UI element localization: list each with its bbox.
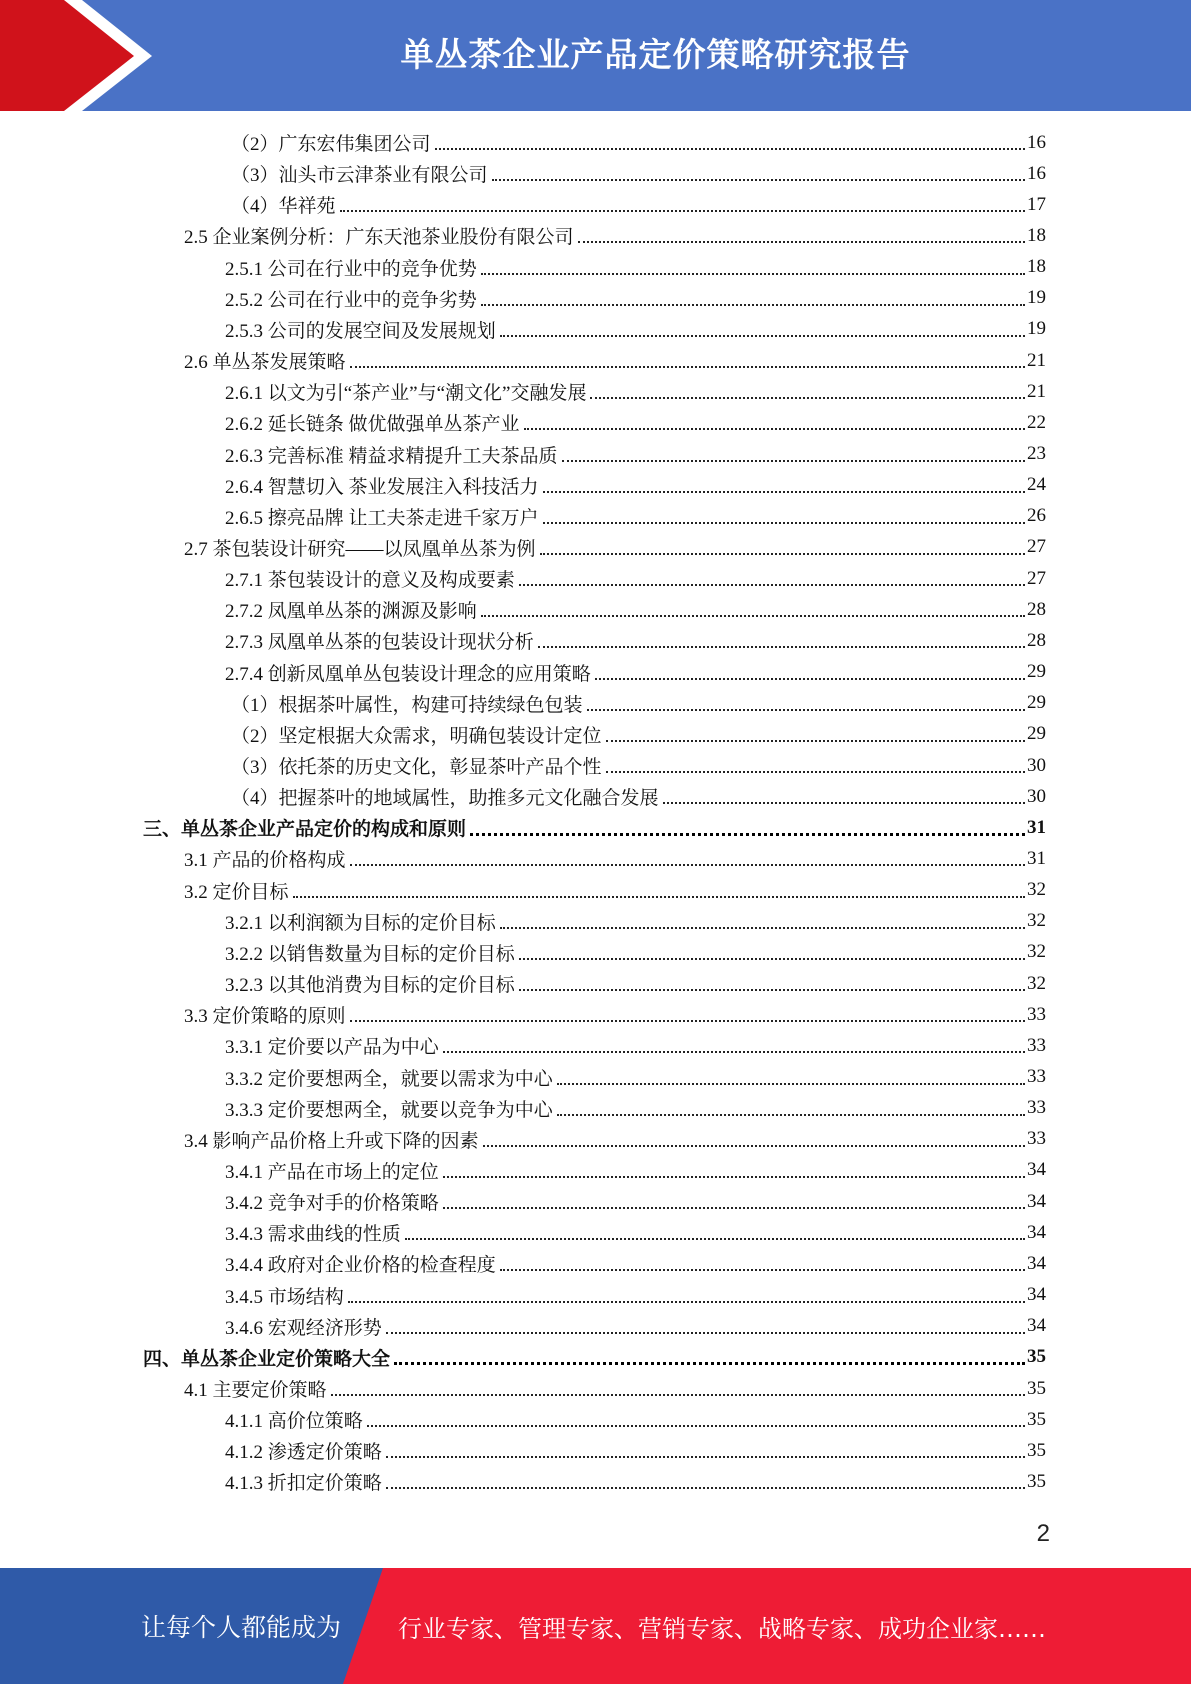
toc-entry[interactable] xyxy=(225,1280,1046,1311)
toc-entry-label: 3.3.3 定价要想两全，就要以竞争为中心 xyxy=(225,1099,553,1121)
toc-entry[interactable] xyxy=(225,625,1046,656)
toc-dot-leader xyxy=(348,1282,1025,1303)
toc-entry-page: 32 xyxy=(1027,941,1046,963)
toc-dot-leader xyxy=(543,503,1025,524)
toc-entry[interactable] xyxy=(225,1062,1046,1093)
toc-entry-page: 34 xyxy=(1027,1252,1046,1274)
toc-dot-leader xyxy=(492,160,1025,181)
toc-entry-label: 3.4.3 需求曲线的性质 xyxy=(225,1224,401,1246)
toc-entry-label: 四、单丛茶企业定价策略大全 xyxy=(143,1348,391,1370)
toc-entry-page: 30 xyxy=(1027,785,1046,807)
toc-dot-leader xyxy=(606,721,1025,742)
toc-entry-label: 2.7.3 凤凰单丛茶的包装设计现状分析 xyxy=(225,632,534,654)
toc-dot-leader xyxy=(435,129,1025,150)
toc-entry-label: 2.7.4 创新凤凰单丛包装设计理念的应用策略 xyxy=(225,663,591,685)
toc-entry-page: 34 xyxy=(1027,1284,1046,1306)
toc-dot-leader xyxy=(350,1001,1025,1022)
toc-entry[interactable] xyxy=(184,532,1046,563)
toc-dot-leader xyxy=(500,316,1025,337)
toc-entry-page: 34 xyxy=(1027,1159,1046,1181)
toc-dot-leader xyxy=(557,1064,1025,1085)
toc-entry-label: 3.2.1 以利润额为目标的定价目标 xyxy=(225,912,496,934)
toc-entry[interactable] xyxy=(225,657,1046,688)
toc-entry-page: 35 xyxy=(1027,1439,1046,1461)
toc-dot-leader xyxy=(386,1437,1025,1458)
toc-dot-leader xyxy=(443,1032,1025,1053)
toc-entry-page: 33 xyxy=(1027,1066,1046,1087)
toc-entry-label: 3.4.1 产品在市场上的定位 xyxy=(225,1161,439,1183)
toc-entry-page: 29 xyxy=(1027,661,1046,683)
toc-entry-page: 34 xyxy=(1027,1221,1046,1243)
toc-dot-leader xyxy=(500,908,1025,929)
toc-entry-page: 16 xyxy=(1027,131,1046,153)
toc-dot-leader xyxy=(367,1406,1025,1427)
toc-entry-label: 4.1.3 折扣定价策略 xyxy=(225,1473,382,1495)
toc-dot-leader xyxy=(443,1157,1025,1178)
toc-entry-label: 2.6 单丛茶发展策略 xyxy=(184,352,346,374)
toc-dot-leader xyxy=(443,1188,1025,1209)
toc-entry-page: 32 xyxy=(1027,910,1046,932)
toc-entry[interactable] xyxy=(231,189,1046,220)
toc-entry-label: 2.6.2 延长链条 做优做强单丛茶产业 xyxy=(225,414,520,436)
toc-dot-leader xyxy=(590,378,1025,399)
toc-entry[interactable] xyxy=(184,220,1046,251)
toc-entry-label: 2.7.2 凤凰单丛茶的渊源及影响 xyxy=(225,601,477,623)
toc-entry-label: 3.2.3 以其他消费为目标的定价目标 xyxy=(225,975,515,997)
toc-entry[interactable] xyxy=(225,470,1046,501)
toc-entry-page: 27 xyxy=(1027,567,1046,589)
toc-entry-page: 18 xyxy=(1027,256,1046,278)
toc-entry[interactable] xyxy=(225,594,1046,625)
toc-entry-label: 2.5 企业案例分析：广东天池茶业股份有限公司 xyxy=(184,227,574,249)
toc-entry-label: （1）根据茶叶属性，构建可持续绿色包装 xyxy=(231,694,583,716)
toc-entry-page: 29 xyxy=(1027,692,1046,714)
toc-dot-leader xyxy=(481,254,1025,275)
toc-entry-page: 19 xyxy=(1027,318,1046,340)
toc-entry-label: 3.4 影响产品价格上升或下降的因素 xyxy=(184,1130,479,1152)
toc-entry-label: 3.3 定价策略的原则 xyxy=(184,1006,346,1028)
toc-dot-leader xyxy=(394,1343,1025,1365)
toc-entry-page: 35 xyxy=(1027,1470,1046,1492)
toc-entry-page: 21 xyxy=(1027,349,1046,371)
toc-dot-leader xyxy=(500,1250,1025,1271)
toc-entry-label: 2.7.1 茶包装设计的意义及构成要素 xyxy=(225,570,515,592)
red-arrow-banner xyxy=(0,0,160,111)
toc-entry-page: 34 xyxy=(1027,1315,1046,1337)
toc-dot-leader xyxy=(663,783,1025,804)
toc-entry[interactable] xyxy=(231,127,1046,158)
toc-dot-leader xyxy=(578,222,1025,243)
toc-entry-label: （4）把握茶叶的地域属性，助推多元文化融合发展 xyxy=(231,788,659,810)
toc-dot-leader xyxy=(293,877,1025,898)
toc-dot-leader xyxy=(519,939,1025,960)
toc-entry-page: 32 xyxy=(1027,972,1046,994)
toc-entry-label: 4.1.2 渗透定价策略 xyxy=(225,1442,382,1464)
toc-entry-label: 4.1 主要定价策略 xyxy=(184,1380,327,1401)
page-header xyxy=(0,0,1191,111)
toc-entry-label: 2.6.4 智慧切入 茶业发展注入科技活力 xyxy=(225,476,539,498)
toc-entry-label: 3.2 定价目标 xyxy=(184,881,289,903)
toc-entry-page: 34 xyxy=(1027,1190,1046,1212)
toc-entry[interactable] xyxy=(184,345,1046,376)
toc-entry[interactable] xyxy=(225,407,1046,438)
toc-entry[interactable] xyxy=(225,906,1046,937)
toc-dot-leader xyxy=(562,441,1025,462)
toc-entry-page: 21 xyxy=(1027,380,1046,402)
toc-dot-leader xyxy=(540,534,1025,555)
toc-entry-page: 33 xyxy=(1027,1034,1046,1056)
toc-dot-leader xyxy=(481,596,1025,617)
toc-entry-label: 3.4.2 竞争对手的价格策略 xyxy=(225,1193,439,1215)
toc-dot-leader xyxy=(595,659,1025,680)
toc-entry[interactable] xyxy=(225,1404,1046,1435)
toc-entry-page: 35 xyxy=(1027,1408,1046,1430)
toc-entry-page: 22 xyxy=(1027,411,1046,433)
toc-entry-label: 三、单丛茶企业产品定价的构成和原则 xyxy=(143,819,467,841)
toc-entry[interactable] xyxy=(231,688,1046,719)
toc-entry[interactable] xyxy=(231,158,1046,189)
toc-dot-leader xyxy=(519,565,1025,586)
toc-entry-page: 32 xyxy=(1027,879,1046,901)
toc-entry-page: 31 xyxy=(1027,816,1046,838)
toc-dot-leader xyxy=(386,1313,1025,1334)
toc-entry[interactable] xyxy=(143,1342,1046,1373)
toc-dot-leader xyxy=(340,191,1025,212)
toc-entry[interactable] xyxy=(184,999,1046,1030)
toc-entry-page: 33 xyxy=(1027,1003,1046,1025)
toc-entry-page: 33 xyxy=(1027,1097,1046,1119)
toc-entry-label: 2.5.2 公司在行业中的竞争劣势 xyxy=(225,289,477,311)
page-footer xyxy=(0,1568,1191,1684)
toc-entry[interactable] xyxy=(225,1466,1046,1497)
toc-dot-leader xyxy=(405,1219,1025,1240)
toc-entry[interactable] xyxy=(231,750,1046,781)
toc-entry[interactable] xyxy=(225,501,1046,532)
toc-entry[interactable] xyxy=(184,875,1046,906)
toc-entry-label: 2.7 茶包装设计研究——以凤凰单丛茶为例 xyxy=(184,538,536,560)
toc-entry-page: 23 xyxy=(1027,443,1046,464)
toc-entry[interactable] xyxy=(225,314,1046,345)
toc-entry-label: 3.4.5 市场结构 xyxy=(225,1286,344,1308)
toc-dot-leader xyxy=(350,845,1025,866)
toc-entry-page: 33 xyxy=(1027,1128,1046,1150)
toc-dot-leader xyxy=(587,690,1025,711)
toc-entry-page: 35 xyxy=(1027,1377,1046,1399)
toc-entry[interactable] xyxy=(143,812,1046,843)
footer-slogan-right: 行业专家、管理专家、营销专家、战略专家、成功企业家…… xyxy=(398,1614,1046,1643)
toc-entry-page: 16 xyxy=(1027,162,1046,184)
toc-entry[interactable] xyxy=(225,1186,1046,1217)
toc-entry-page: 27 xyxy=(1027,536,1046,558)
toc-entry-page: 28 xyxy=(1027,598,1046,620)
toc-entry[interactable] xyxy=(225,283,1046,314)
toc-entry[interactable] xyxy=(225,563,1046,594)
toc-entry-label: 2.6.3 完善标准 精益求精提升工夫茶品质 xyxy=(225,445,558,467)
toc-entry-label: （2）广东宏伟集团公司 xyxy=(231,134,431,155)
toc-entry-label: 2.5.1 公司在行业中的竞争优势 xyxy=(225,258,477,280)
toc-dot-leader xyxy=(470,814,1025,836)
toc-entry-label: 3.4.4 政府对企业价格的检查程度 xyxy=(225,1255,496,1277)
toc-dot-leader xyxy=(386,1468,1025,1489)
toc-entry[interactable] xyxy=(184,1124,1046,1155)
toc-entry-label: （3）汕头市云津茶业有限公司 xyxy=(231,165,488,187)
toc-entry[interactable] xyxy=(184,843,1046,874)
toc-entry[interactable] xyxy=(225,376,1046,407)
toc-entry-page: 35 xyxy=(1027,1346,1046,1368)
toc-entry[interactable] xyxy=(225,1093,1046,1124)
toc-entry-label: 2.6.5 擦亮品牌 让工夫茶走进千家万户 xyxy=(225,507,539,529)
toc-entry-page: 29 xyxy=(1027,723,1046,745)
toc-dot-leader xyxy=(481,285,1025,306)
toc-entry-page: 17 xyxy=(1027,193,1046,215)
toc-dot-leader xyxy=(524,409,1025,430)
toc-dot-leader xyxy=(606,752,1025,773)
toc-entry-label: 3.4.6 宏观经济形势 xyxy=(225,1317,382,1339)
toc-dot-leader xyxy=(483,1126,1025,1147)
toc-entry-label: （3）依托茶的历史文化，彰显茶叶产品个性 xyxy=(231,757,602,778)
toc-entry[interactable] xyxy=(225,439,1046,470)
document-title: 单丛茶企业产品定价策略研究报告 xyxy=(400,34,911,74)
toc-entry-page: 24 xyxy=(1027,474,1046,496)
toc-entry-page: 18 xyxy=(1027,224,1046,246)
toc-entry-page: 19 xyxy=(1027,287,1046,309)
toc-entry[interactable] xyxy=(225,937,1046,968)
toc-entry-page: 31 xyxy=(1027,847,1046,869)
toc-entry-label: 3.3.2 定价要想两全，就要以需求为中心 xyxy=(225,1068,553,1090)
toc-entry[interactable] xyxy=(225,968,1046,999)
toc-entry-page: 30 xyxy=(1027,754,1046,776)
toc-entry-label: 4.1.1 高价位策略 xyxy=(225,1411,363,1433)
toc-dot-leader xyxy=(543,472,1025,493)
toc-entry[interactable] xyxy=(184,1373,1046,1404)
toc-entry-label: （4）华祥苑 xyxy=(231,196,336,218)
toc-entry[interactable] xyxy=(225,1248,1046,1279)
toc-entry[interactable] xyxy=(231,719,1046,750)
toc-dot-leader xyxy=(557,1095,1025,1116)
footer-slogan-left: 让每个人都能成为 xyxy=(141,1613,342,1642)
toc-entry[interactable] xyxy=(225,1435,1046,1466)
toc-entry-label: 2.5.3 公司的发展空间及发展规划 xyxy=(225,320,496,342)
toc-entry-label: 3.2.2 以销售数量为目标的定价目标 xyxy=(225,943,515,965)
toc-entry[interactable] xyxy=(225,1155,1046,1186)
toc-entry[interactable] xyxy=(225,1217,1046,1248)
toc-entry[interactable] xyxy=(225,252,1046,283)
toc-dot-leader xyxy=(519,970,1025,991)
toc-dot-leader xyxy=(538,627,1025,648)
toc-entry[interactable] xyxy=(225,1030,1046,1061)
toc-entry-label: 3.1 产品的价格构成 xyxy=(184,850,346,872)
toc-entry-label: （2）坚定根据大众需求，明确包装设计定位 xyxy=(231,725,602,747)
toc-entry[interactable] xyxy=(231,781,1046,812)
toc-entry[interactable] xyxy=(225,1311,1046,1342)
toc-entry-page: 28 xyxy=(1027,629,1046,651)
toc-entry-label: 3.3.1 定价要以产品为中心 xyxy=(225,1037,439,1059)
page-number: 2 xyxy=(1036,1520,1050,1547)
toc-dot-leader xyxy=(350,347,1025,368)
toc-entry-label: 2.6.1 以文为引“茶产业”与“潮文化”交融发展 xyxy=(225,383,587,405)
toc-dot-leader xyxy=(331,1375,1025,1396)
toc-entry-page: 26 xyxy=(1027,505,1046,527)
